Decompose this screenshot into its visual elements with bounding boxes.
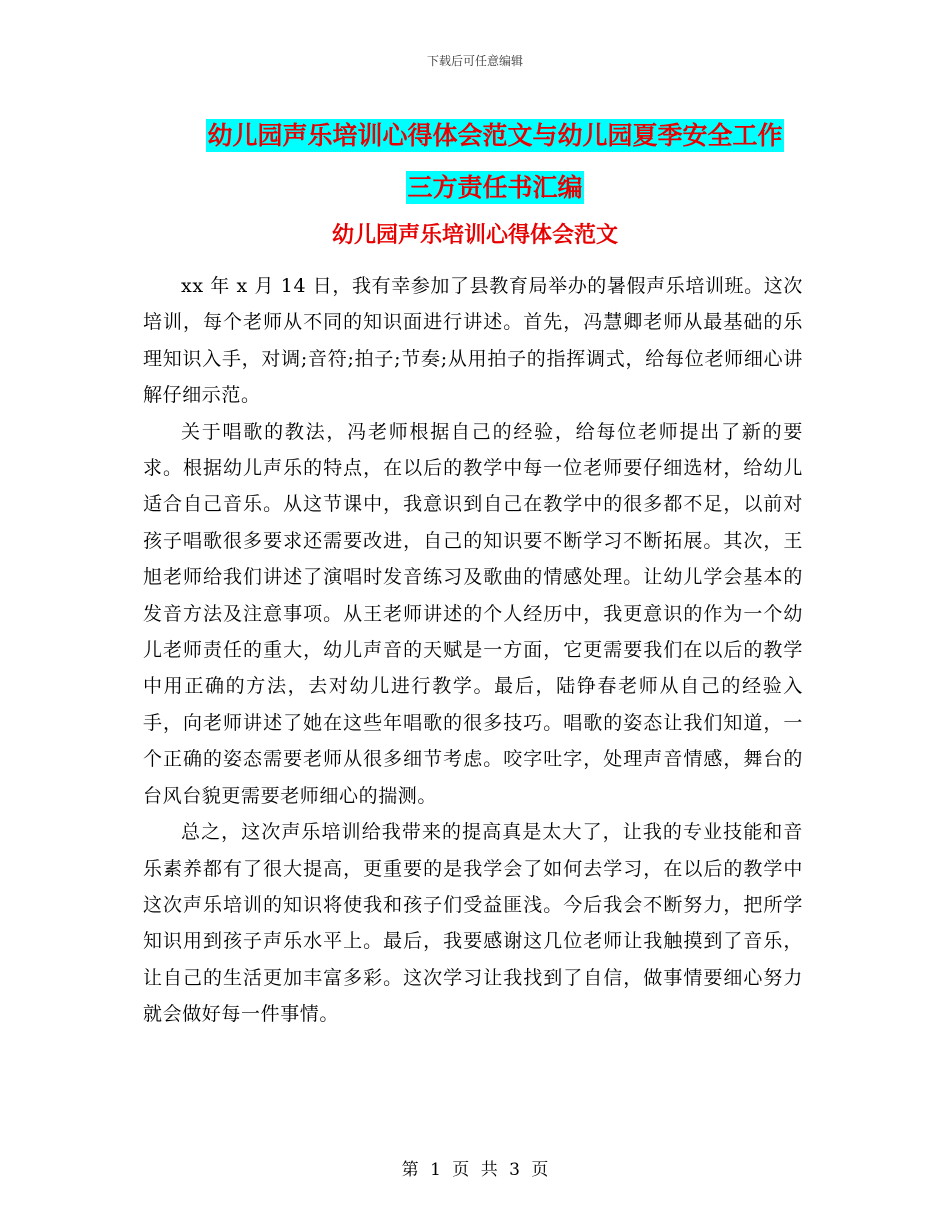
article-body	[143, 268, 803, 1033]
paragraph-1: xx 年 x 月 14 日，我有幸参加了县教育局举办的暑假声乐培训班。这次培训，每个老师从不同的知识面进行讲述。首先，冯慧卿老师从最基础的乐理知识入手，对调;音符;拍子;节奏;从用拍子的指挥调式，给每位老师细心讲解仔细示范。	[143, 275, 803, 407]
document-title-line-2-text: 三方责任书汇编	[407, 173, 583, 202]
paragraph-3: 总之，这次声乐培训给我带来的提高真是太大了，让我的专业技能和音乐素养都有了很大提高，更重要的是我学会了如何去学习，在以后的教学中这次声乐培训的知识将使我和孩子们受益匪浅。今后我会不断努力，把所学知识用到孩子声乐水平上。最后，我要感谢这几位老师让我触摸到了音乐，让自己的生活更加丰富多彩。这次学习让我找到了自信，做事情要细心努力就会做好每一件事情。	[143, 821, 803, 1026]
section-title: 幼儿园声乐培训心得体会范文	[331, 223, 618, 248]
document-title-line-1	[150, 110, 840, 162]
paragraph-2: 关于唱歌的教法，冯老师根据自己的经验，给每位老师提出了新的要求。根据幼儿声乐的特点，在以后的教学中每一位老师要仔细选材，给幼儿适合自己音乐。从这节课中，我意识到自己在教学中的很多都不足，以前对孩子唱歌很多要求还需要改进，自己的知识要不断学习不断拓展。其次，王旭老师给我们讲述了演唱时发音练习及歌曲的情感处理。让幼儿学会基本的发音方法及注意事项。从王老师讲述的个人经历中，我更意识的作为一个幼儿老师责任的重大，幼儿声音的天赋是一方面，它更需要我们在以后的教学中用正确的方法，去对幼儿进行教学。最后，陆铮春老师从自己的经验入手，向老师讲述了她在这些年唱歌的很多技巧。唱歌的姿态让我们知道，一个正确的姿态需要老师从很多细节考虑。咬字吐字，处理声音情感，舞台的台风台貌更需要老师细心的揣测。	[143, 420, 803, 807]
header-note: 下载后可任意编辑	[426, 54, 523, 68]
document-title-line-1-text: 幼儿园声乐培训心得体会范文与幼儿园夏季安全工作	[207, 121, 783, 150]
document-title	[150, 110, 840, 214]
document-title-line-2	[150, 162, 840, 214]
page-footer: 第 1 页 共 3 页	[401, 1160, 549, 1180]
